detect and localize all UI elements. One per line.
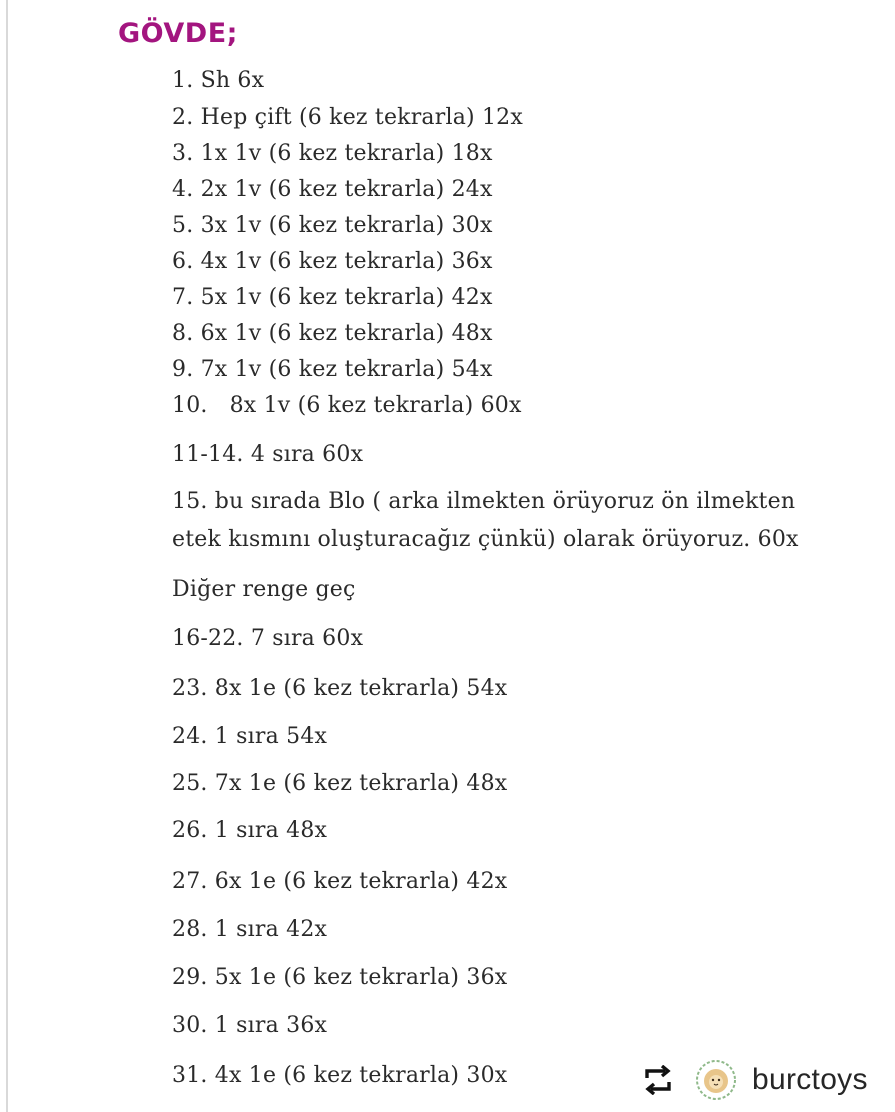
pattern-row-continuation [172,527,799,552]
row-number: 2. [172,105,194,130]
pattern-row [172,285,493,310]
pattern-row [172,965,507,990]
pattern-row [172,869,507,894]
row-text: 4x 1v (6 kez tekrarla) 36x [200,249,493,274]
pattern-row [172,249,493,274]
row-text: 5x 1e (6 kez tekrarla) 36x [214,965,508,990]
row-text: 4x 1e (6 kez tekrarla) 30x [214,1063,508,1088]
row-number: 11-14. [172,442,244,467]
pattern-row [172,357,493,382]
color-change-note [172,577,356,602]
row-text: 7x 1v (6 kez tekrarla) 54x [200,357,493,382]
row-number: 6. [172,249,194,274]
repost-icon[interactable] [640,1064,676,1096]
section-title: GÖVDE; [118,18,238,49]
pattern-row [172,489,795,514]
pattern-row [172,321,493,346]
row-text: 1 sıra 36x [214,1013,328,1038]
row-text: etek kısmını oluşturacağız çünkü) olarak örüyoruz. 60x [172,527,799,552]
pattern-row [172,442,363,467]
row-number: 23. [172,676,208,701]
pattern-row [172,213,493,238]
row-text: 6x 1e (6 kez tekrarla) 42x [214,869,508,894]
row-number: 9. [172,357,194,382]
row-text: 1x 1v (6 kez tekrarla) 18x [200,141,493,166]
row-number: 29. [172,965,208,990]
row-text: Hep çift (6 kez tekrarla) 12x [200,105,523,130]
pattern-row [172,177,493,202]
row-number: 7. [172,285,194,310]
pattern-row [172,917,327,942]
row-number: 5. [172,213,194,238]
row-number: 10. [172,393,208,418]
pattern-row [172,141,493,166]
row-number: 27. [172,869,208,894]
pattern-row [172,393,522,418]
row-number: 8. [172,321,194,346]
pattern-row [172,676,507,701]
username-link[interactable]: burctoys [752,1063,868,1096]
row-text: bu sırada Blo ( arka ilmekten örüyoruz ön ilmekten [214,489,796,514]
pattern-row [172,818,327,843]
row-text: 7 sıra 60x [250,626,364,651]
pattern-row [172,1013,327,1038]
row-text: 7x 1e (6 kez tekrarla) 48x [214,771,508,796]
row-text: Diğer renge geç [172,577,356,602]
row-text: 4 sıra 60x [250,442,364,467]
lion-avatar-icon[interactable] [696,1060,736,1100]
repost-attribution[interactable] [640,1058,868,1102]
row-number: 24. [172,724,208,749]
row-text: 2x 1v (6 kez tekrarla) 24x [200,177,493,202]
page-left-border [6,0,8,1112]
row-text: 6x 1v (6 kez tekrarla) 48x [200,321,493,346]
row-number: 28. [172,917,208,942]
row-number: 16-22. [172,626,244,651]
row-text: 5x 1v (6 kez tekrarla) 42x [200,285,493,310]
row-text: 1 sıra 42x [214,917,328,942]
pattern-row [172,771,507,796]
row-number: 31. [172,1063,208,1088]
row-text: 1 sıra 54x [214,724,328,749]
row-number: 25. [172,771,208,796]
pattern-row [172,626,363,651]
row-number: 15. [172,489,208,514]
row-number: 30. [172,1013,208,1038]
row-number: 3. [172,141,194,166]
row-text: 8x 1e (6 kez tekrarla) 54x [214,676,508,701]
pattern-row [172,68,264,93]
pattern-row [172,724,327,749]
row-text: Sh 6x [200,68,265,93]
row-text: 1 sıra 48x [214,818,328,843]
row-number: 26. [172,818,208,843]
row-text: 3x 1v (6 kez tekrarla) 30x [200,213,493,238]
row-number: 4. [172,177,194,202]
pattern-row [172,105,523,130]
pattern-row [172,1063,507,1088]
row-text: 8x 1v (6 kez tekrarla) 60x [229,393,522,418]
row-number: 1. [172,68,194,93]
